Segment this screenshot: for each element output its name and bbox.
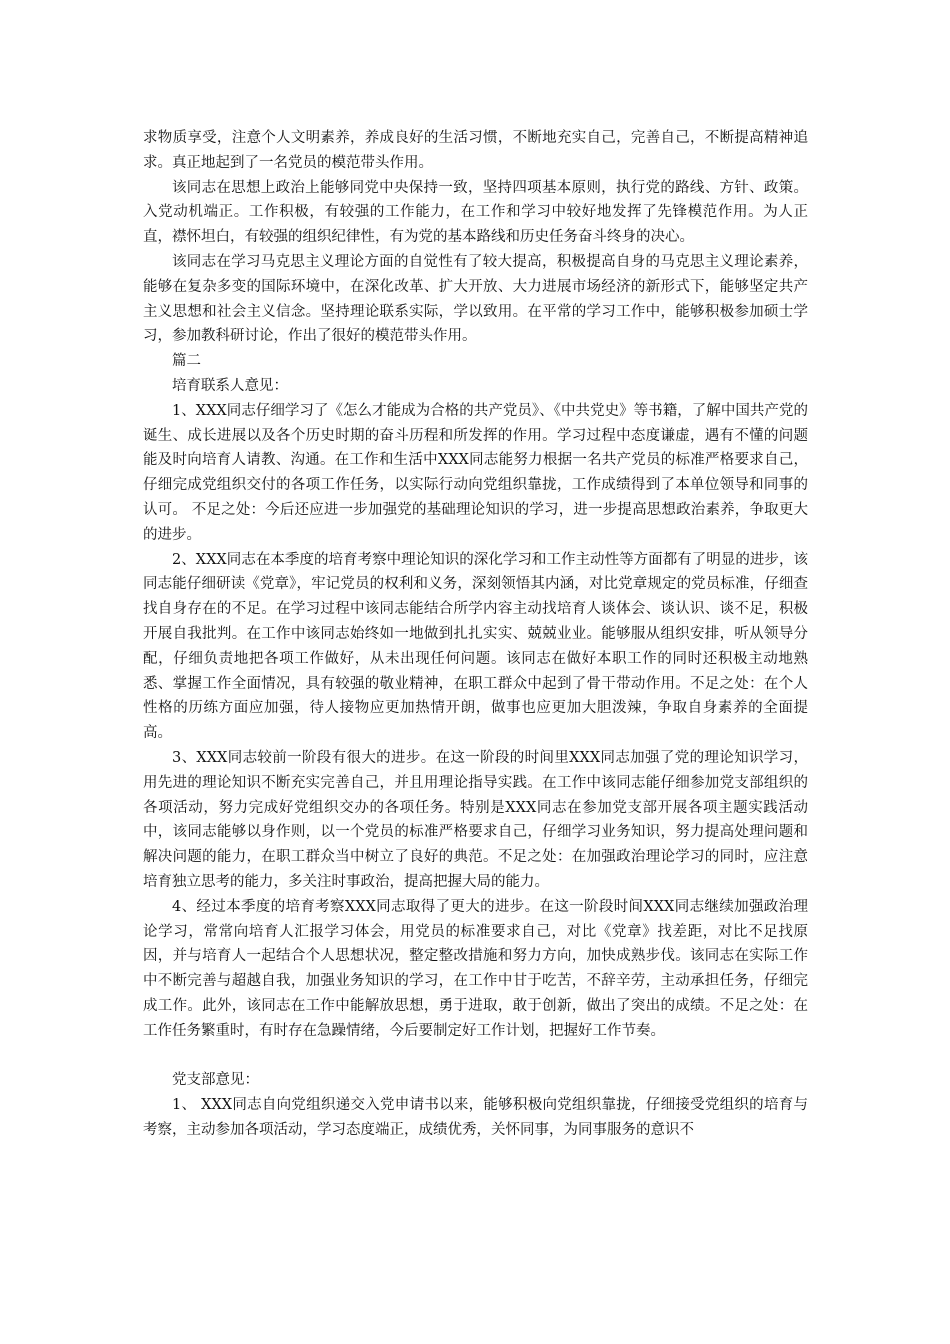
branch-opinion-item-1: 1、 XXX同志自向党组织递交入党申请书以来，能够积极向党组织靠拢，仔细接受党组织的培育与考察，主动参加各项活动，学习态度端正，成绩优秀，关怀同事，为同事服务的意识不 bbox=[143, 1097, 808, 1138]
political-stance-paragraph: 该同志在思想上政治上能够同党中央保持一致，坚持四项基本原则，执行党的路线、方针、政策。入党动机端正。工作积极，有较强的工作能力，在工作和学习中较好地发挥了先锋模范作用。为人正直，襟怀坦白，有较强的组织纪律性，有为党的基本路线和历史任务奋斗终身的决心。 bbox=[143, 179, 808, 246]
contact-opinion-item-1: 1、XXX同志仔细学习了《怎么才能成为合格的共产党员》、《中共党史》等书籍，了解中国共产党的诞生、成长进展以及各个历史时期的奋斗历程和所发挥的作用。学习过程中态度谦虚，遇有不懂的问题能及时向培育人请教、沟通。在工作和生活中XXX同志能努力根据一名共产党员的标准严格要求自己，仔细完成党组织交付的各项工作任务，以实际行动向党组织靠拢，工作成绩得到了本单位领导和同事的认可。 不足之处：今后还应进一步加强党的基础理论知识的学习，进一步提高思想政治素养，争取更大的进步。 bbox=[143, 402, 808, 543]
branch-opinion-heading: 党支部意见： bbox=[172, 1072, 259, 1089]
contact-opinion-item-4: 4、经过本季度的培育考察XXX同志取得了更大的进步。在这一阶段时间XXX同志继续加强政治理论学习，常常向培育人汇报学习体会，用党员的标准要求自己，对比《党章》找差距，对比不足找原因，并与培育人一起结合个人思想状况，整定整改措施和努力方向，加快成熟步伐。该同志在实际工作中不断完善与超越自我，加强业务知识的学习，在工作中甘于吃苦，不辞辛劳，主动承担任务，仔细完成工作。此外，该同志在工作中能解放思想，勇于进取，敢于创新，做出了突出的成绩。不足之处：在工作任务繁重时，有时存在急躁情绪，今后要制定好工作计划，把握好工作节奏。 bbox=[143, 898, 808, 1039]
document-page bbox=[143, 126, 808, 1143]
contact-opinion-item-2: 2、XXX同志在本季度的培育考察中理论知识的深化学习和工作主动性等方面都有了明显的进步，该同志能仔细研读《党章》，牢记党员的权利和义务，深刻领悟其内涵，对比党章规定的党员标准，仔细查找自身存在的不足。在学习过程中该同志能结合所学内容主动找培育人谈体会、谈认识、谈不足，积极开展自我批判。在工作中该同志始终如一地做到扎扎实实、兢兢业业。能够服从组织安排，听从领导分配，仔细负责地把各项工作做好，从未出现任何问题。该同志在做好本职工作的同时还积极主动地熟悉、掌握工作全面情况，具有较强的敬业精神，在职工群众中起到了骨干带动作用。不足之处：在个人性格的历练方面应加强，待人接物应更加热情开朗，做事也应更加大胆泼辣，争取自身素养的全面提高。 bbox=[143, 551, 808, 742]
opening-paragraph: 求物质享受，注意个人文明素养，养成良好的生活习惯，不断地充实自己，完善自己，不断提高精神追求。真正地起到了一名党员的模范带头作用。 bbox=[143, 130, 808, 171]
contact-opinion-heading: 培育联系人意见： bbox=[172, 377, 288, 394]
theory-study-paragraph: 该同志在学习马克思主义理论方面的自觉性有了较大提高，积极提高自身的马克思主义理论素养，能够在复杂多变的国际环境中，在深化改革、扩大开放、大力进展市场经济的新形式下，能够坚定共产主义思想和社会主义信念。坚持理论联系实际，学以致用。在平常的学习工作中，能够积极参加硕士学习，参加教科研讨论，作出了很好的模范带头作用。 bbox=[143, 253, 808, 345]
contact-opinion-item-3: 3、XXX同志较前一阶段有很大的进步。在这一阶段的时间里XXX同志加强了党的理论知识学习，用先进的理论知识不断充实完善自己，并且用理论指导实践。在工作中该同志能仔细参加党支部组织的各项活动，努力完成好党组织交办的各项任务。特别是XXX同志在参加党支部开展各项主题实践活动中，该同志能够以身作则，以一个党员的标准严格要求自己，仔细学习业务知识，努力提高处理问题和解决问题的能力，在职工群众当中树立了良好的典范。不足之处：在加强政治理论学习的同时，应注意培育独立思考的能力，多关注时事政治，提高把握大局的能力。 bbox=[143, 749, 808, 890]
section-two-heading: 篇二 bbox=[172, 353, 201, 370]
blank-line bbox=[143, 1043, 808, 1068]
